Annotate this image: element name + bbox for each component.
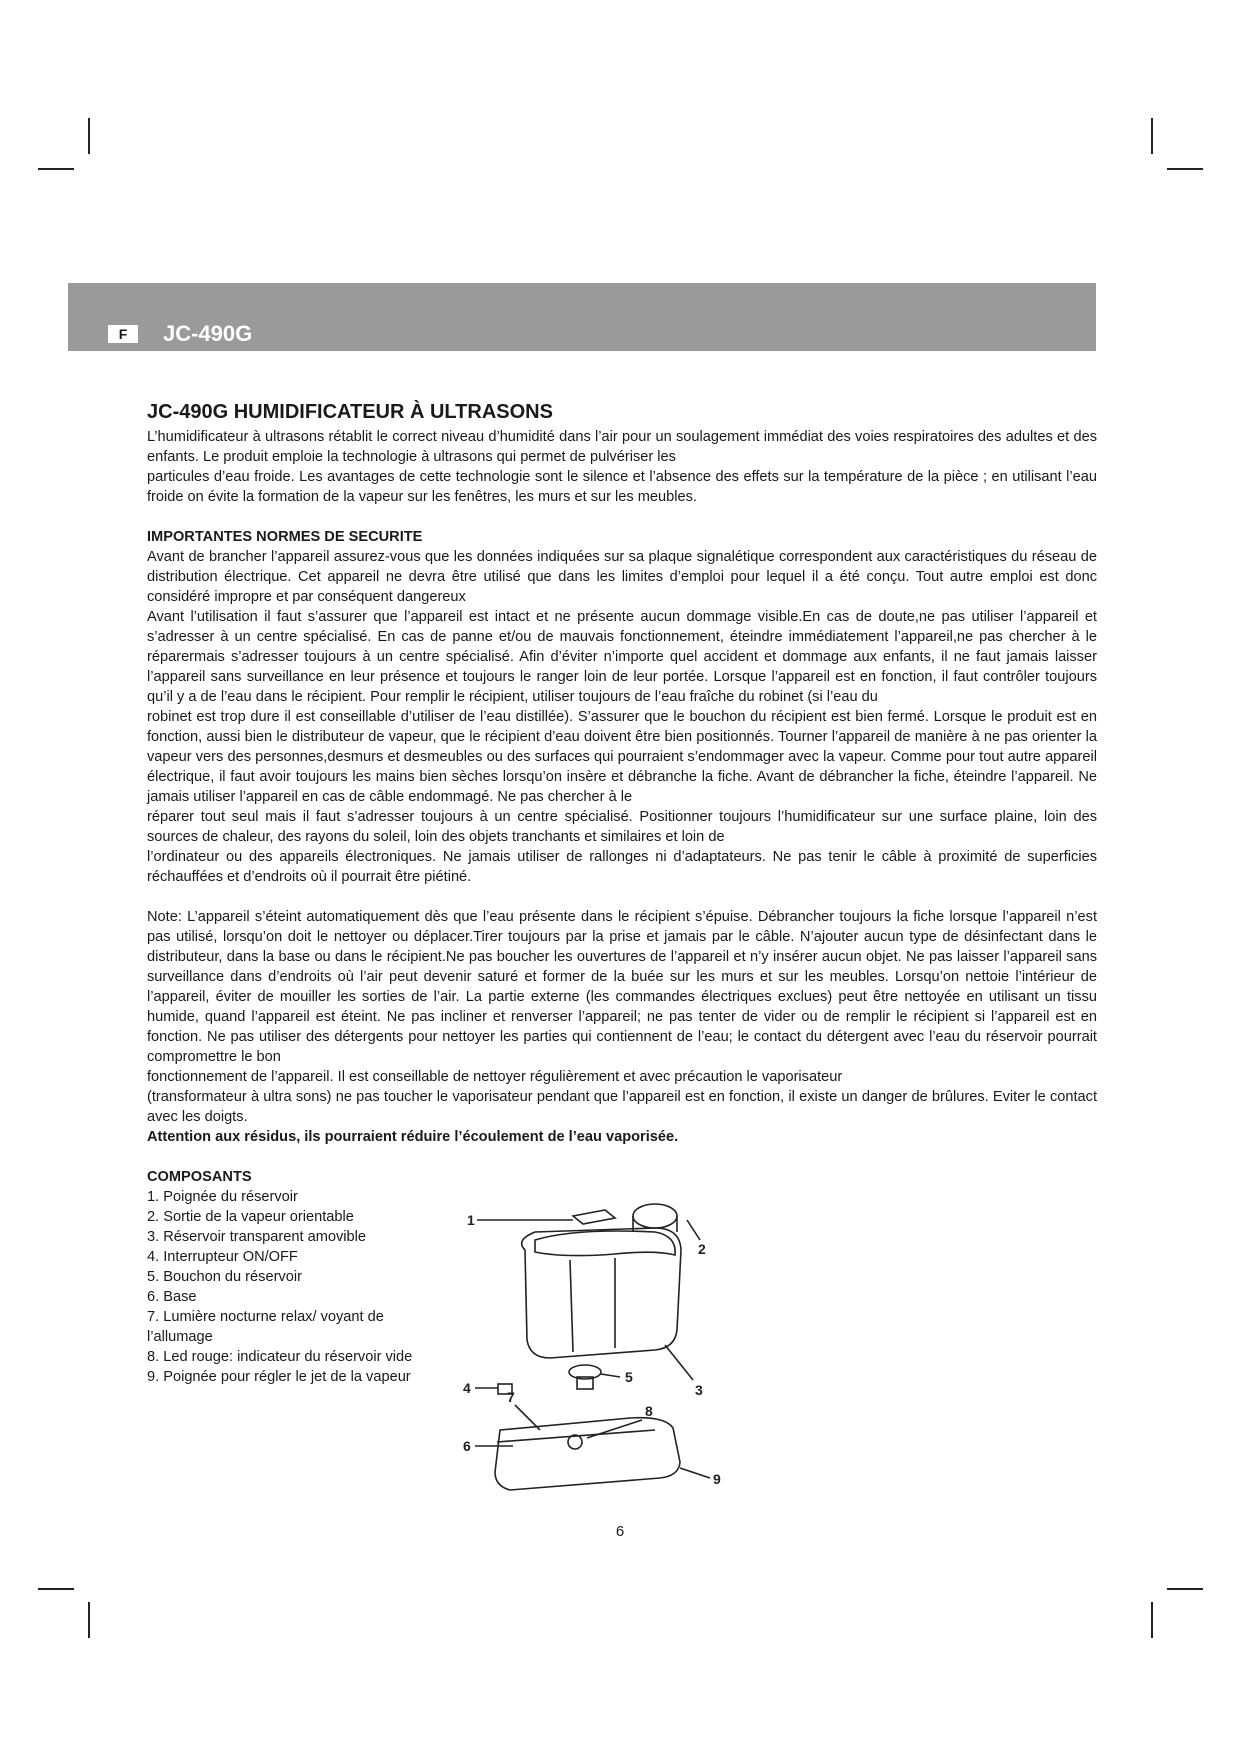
components-list — [147, 1167, 447, 1387]
crop-mark — [1151, 1602, 1153, 1638]
intro-paragraph: L’humidificateur à ultrasons rétablit le correct niveau d’humidité dans l’air pour un soulagement immédiat des voies respiratoires des adultes et des enfants. Le produit emploie la technologie à ultrasons qui permet de pulvériser les — [147, 429, 1097, 465]
safety-paragraph: Avant de brancher l’appareil assurez-vous que les données indiquées sur sa plaque signalétique correspondent aux caractéristiques du réseau de distribution électrique. Cet appareil ne devra être utilisé que dans les limites d’emploi pour lequel il a été conçu. Tout autre emploi est donc considéré impropre et par conséquent dangereux — [147, 549, 1097, 605]
tank-handle — [573, 1210, 615, 1224]
crop-mark — [88, 1602, 90, 1638]
tank-rib — [570, 1260, 573, 1352]
component-item: 9. Poignée pour régler le jet de la vapeur — [147, 1369, 411, 1385]
steam-outlet — [633, 1204, 677, 1228]
note-paragraph: Note: L’appareil s’éteint automatiquement dès que l’eau présente dans le récipient s’épuise. Débrancher toujours la fiche lorsque l’appareil n’est pas utilisé, lorsqu’on doit le nettoyer ou déplacer.Tirer toujours par la prise et jamais par le câble. N’ajouter aucun type de désinfectant dans le distributeur, dans la base ou dans le récipient.Ne pas boucher les ouvertures de l’appareil et n’y insérer aucun objet. Ne pas laisser l’appareil sans surveillance dans d’endroits où l’air peut devenir saturé et former de la buée sur les murs et sur les meubles. Lorsqu’on nettoie l’intérieur de l’appareil, éviter de mouiller les sorties de l’air. La partie externe (les commandes électriques exclues) peut être nettoyée en utilisant un tissu humide, quand l’appareil est éteint. Ne pas incliner et renverser l’appareil; ne pas tenter de vider ou de remplir le récipient si l’appareil est en fonction. Ne pas utiliser des détergents pour nettoyer les parties qui contiennent de l’eau; le contact du détergent avec l’eau du réservoir pourrait compromettre le bon — [147, 909, 1097, 1065]
diagram-label: 1 — [467, 1212, 475, 1228]
safety-paragraph: réparer tout seul mais il faut s’adresser toujours à un centre spécialisé. Positionner toujours l’humidificateur sur une surface plaine, loin des sources de chaleur, des rayons du soleil, loin des objets tranchants et similaires et loin de — [147, 809, 1097, 845]
note-warning: Attention aux résidus, ils pourraient réduire l’écoulement de l’eau vaporisée. — [147, 1129, 679, 1145]
safety-title: IMPORTANTES NORMES DE SECURITE — [147, 529, 423, 545]
component-item: 2. Sortie de la vapeur orientable — [147, 1209, 354, 1225]
safety-paragraph: robinet est trop dure il est conseillable d’utiliser de l’eau distillée). S’assurer que le bouchon du récipient est bien fermé. Lorsque le produit est en fonction, aussi bien le distributeur de vapeur, que le récipient d’eau doivent être bien positionnés. Tourner l’appareil de manière à ne pas orienter la vapeur vers des personnes,desmurs et desmeubles ou des surfaces qui pourraient s’endommager avec la vapeur. Comme pour tout autre appareil électrique, il faut avoir toujours les mains bien sèches lorsqu’on insère et débranche la fiche. Avant de débrancher la fiche, éteindre l’appareil. Ne jamais utiliser l’appareil en cas de câble endommagé. Ne pas chercher à le — [147, 709, 1097, 805]
intro-paragraph: particules d’eau froide. Les avantages de cette technologie sont le silence et l’absence des effets sur la température de la pièce ; en utilisant l’eau froide on évite la formation de la vapeur sur les fenêtres, les murs et sur les meubles. — [147, 469, 1097, 505]
crop-mark — [1167, 1588, 1203, 1590]
language-badge: F — [108, 325, 138, 343]
component-item: 6. Base — [147, 1289, 197, 1305]
note-block — [147, 907, 1097, 1147]
note-paragraph: (transformateur à ultra sons) ne pas toucher le vaporisateur pendant que l’appareil est en fonction, il existe un danger de brûlures. Eviter le contact avec les doigts. — [147, 1089, 1097, 1125]
humidifier-diagram — [455, 1180, 755, 1510]
diagram-label: 4 — [463, 1380, 471, 1396]
crop-mark — [88, 118, 90, 154]
diagram-label: 7 — [507, 1389, 515, 1405]
safety-paragraph: l’ordinateur ou des appareils électroniques. Ne jamais utiliser de rallonges ni d’adaptateurs. Ne pas tenir le câble à proximité de superficies réchauffées et d’endroits où il pourrait être piétiné. — [147, 849, 1097, 885]
crop-mark — [1167, 168, 1203, 170]
diagram-label: 5 — [625, 1369, 633, 1385]
diagram-label: 6 — [463, 1438, 471, 1454]
tank-top-rim — [535, 1231, 675, 1256]
crop-mark — [38, 1588, 74, 1590]
component-item: 8. Led rouge: indicateur du réservoir vide — [147, 1349, 413, 1365]
diagram-label: 8 — [645, 1403, 653, 1419]
tank-body — [522, 1228, 681, 1358]
diagram-label: 3 — [695, 1382, 703, 1398]
component-item: 3. Réservoir transparent amovible — [147, 1229, 367, 1245]
page-title: JC-490G HUMIDIFICATEUR À ULTRASONS — [147, 401, 553, 423]
note-paragraph: fonctionnement de l’appareil. Il est conseillable de nettoyer régulièrement et avec précaution le vaporisateur — [147, 1069, 843, 1085]
base — [495, 1418, 680, 1490]
components-title: COMPOSANTS — [147, 1169, 252, 1185]
control-knob — [568, 1435, 582, 1449]
component-item: 5. Bouchon du réservoir — [147, 1269, 302, 1285]
page-number: 6 — [615, 1523, 625, 1540]
crop-mark — [1151, 118, 1153, 154]
diagram-label: 2 — [698, 1241, 706, 1257]
component-item: 4. Interrupteur ON/OFF — [147, 1249, 298, 1265]
component-item: 1. Poignée du réservoir — [147, 1189, 298, 1205]
safety-paragraph: Avant l’utilisation il faut s’assurer que l’appareil est intact et ne présente aucun dommage visible.En cas de doute,ne pas utiliser l’appareil et s’adresser à un centre spécialisé. En cas de panne et/ou de mauvais fonctionnement, éteindre immédiatement l’appareil,ne pas chercher à le réparermais s’adresser toujours à un centre spécialisé. Afin d’éviter n’importe quel accident et dommage aux enfants, il ne faut jamais laisser l’appareil sans surveillance en leur présence et toujours le ranger loin de leur portée. Lorsque l’appareil est en fonction, il faut contrôler toujours qu’il y a de l’eau dans le récipient. Pour remplir le récipient, utiliser toujours de l’eau fraîche du robinet (si l’eau du — [147, 609, 1097, 705]
header-model: JC-490G — [163, 321, 253, 346]
component-item: 7. Lumière nocturne relax/ voyant de l’allumage — [147, 1309, 384, 1345]
crop-mark — [38, 168, 74, 170]
diagram-label: 9 — [713, 1471, 721, 1487]
